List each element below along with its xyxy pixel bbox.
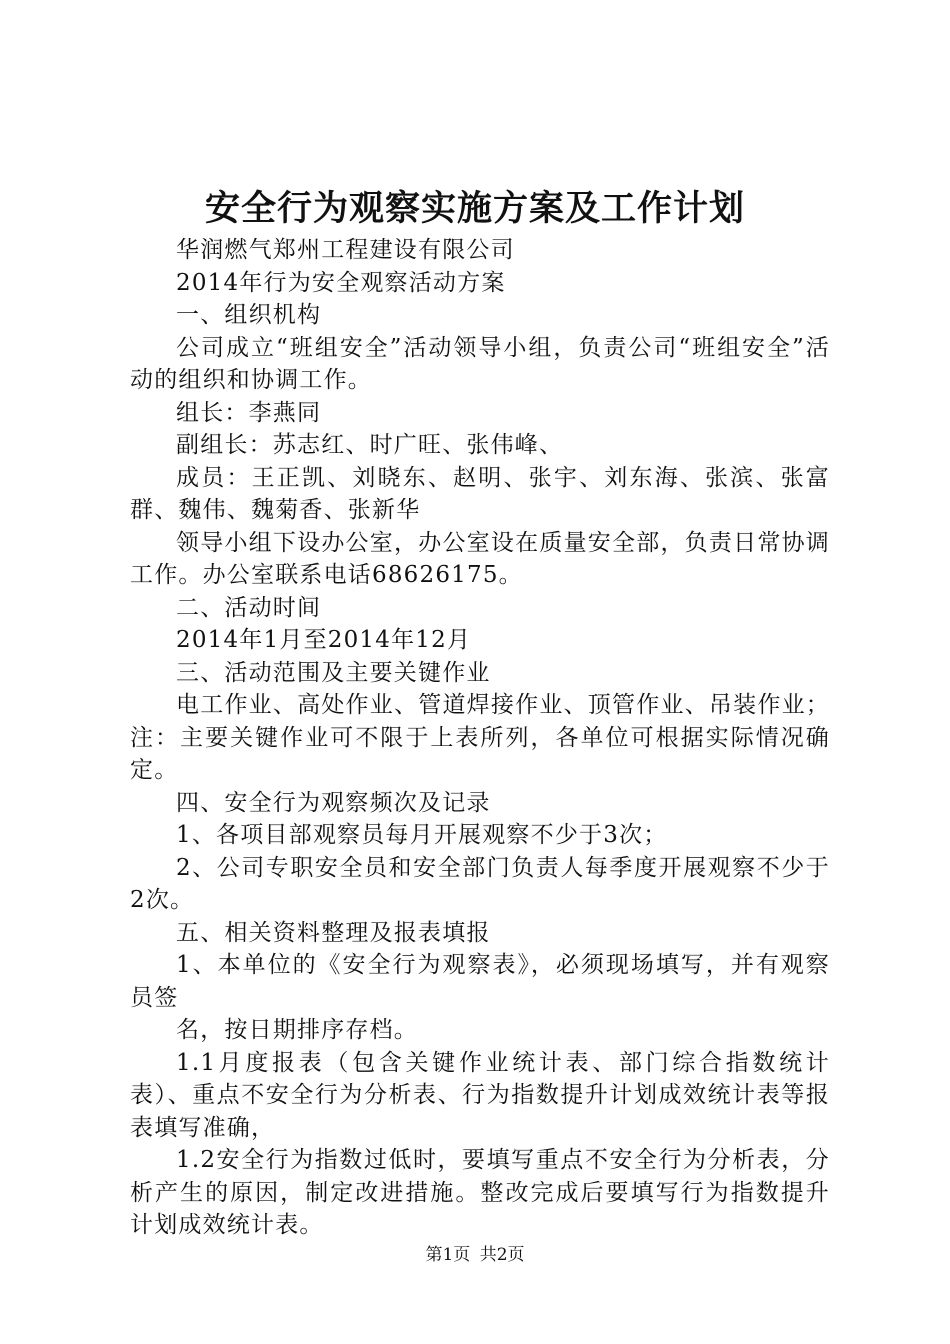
page-number: 第1页 — [425, 1245, 471, 1265]
paragraph-frequency-2: 2、公司专职安全员和安全部门负责人每季度开展观察不少于2次。 — [130, 854, 830, 913]
paragraph-key-operations: 电工作业、高处作业、管道焊接作业、顶管作业、吊装作业；注：主要关键作业可不限于上表所列，各单位可根据实际情况确定。 — [130, 692, 830, 783]
paragraph-members: 成员：王正凯、刘晓东、赵明、张宇、刘东海、张滨、张富群、魏伟、魏菊香、张新华 — [130, 464, 830, 523]
paragraph-period: 2014年1月至2014年12月 — [176, 627, 472, 653]
plan-name: 2014年行为安全观察活动方案 — [176, 269, 506, 296]
paragraph-report-1: 1、本单位的《安全行为观察表》，必须现场填写，并有观察员签 — [130, 952, 830, 1011]
company-name: 华润燃气郑州工程建设有限公司 — [176, 237, 515, 263]
document-title: 安全行为观察实施方案及工作计划 — [204, 188, 745, 229]
paragraph-group-leader: 组长：李燕同 — [176, 399, 322, 426]
section-heading-reports: 五、相关资料整理及报表填报 — [176, 919, 491, 946]
paragraph-frequency-1: 1、各项目部观察员每月开展观察不少于3次； — [176, 822, 668, 848]
page-footer — [0, 1244, 950, 1266]
paragraph-office: 领导小组下设办公室，办公室设在质量安全部，负责日常协调工作。办公室联系电话68626175。 — [130, 529, 830, 588]
page-total: 共2页 — [479, 1245, 525, 1265]
paragraph-deputy-leaders: 副组长：苏志红、时广旺、张伟峰、 — [176, 432, 564, 458]
section-heading-organization: 一、组织机构 — [176, 302, 322, 328]
paragraph-report-1-1: 1.1月度报表（包含关键作业统计表、部门综合指数统计表）、重点不安全行为分析表、行为指数提升计划成效统计表等报表填写准确， — [130, 1049, 830, 1141]
document-body — [130, 234, 830, 1242]
paragraph-report-1-2: 1.2安全行为指数过低时，要填写重点不安全行为分析表，分析产生的原因，制定改进措施。整改完成后要填写行为指数提升计划成效统计表。 — [130, 1147, 830, 1238]
section-heading-scope: 三、活动范围及主要关键作业 — [176, 659, 491, 686]
section-heading-time: 二、活动时间 — [176, 594, 322, 621]
paragraph-report-1-cont: 名，按日期排序存档。 — [176, 1017, 418, 1043]
section-heading-frequency: 四、安全行为观察频次及记录 — [176, 789, 491, 816]
paragraph-leading-group: 公司成立“班组安全”活动领导小组，负责公司“班组安全”活动的组织和协调工作。 — [130, 334, 830, 393]
